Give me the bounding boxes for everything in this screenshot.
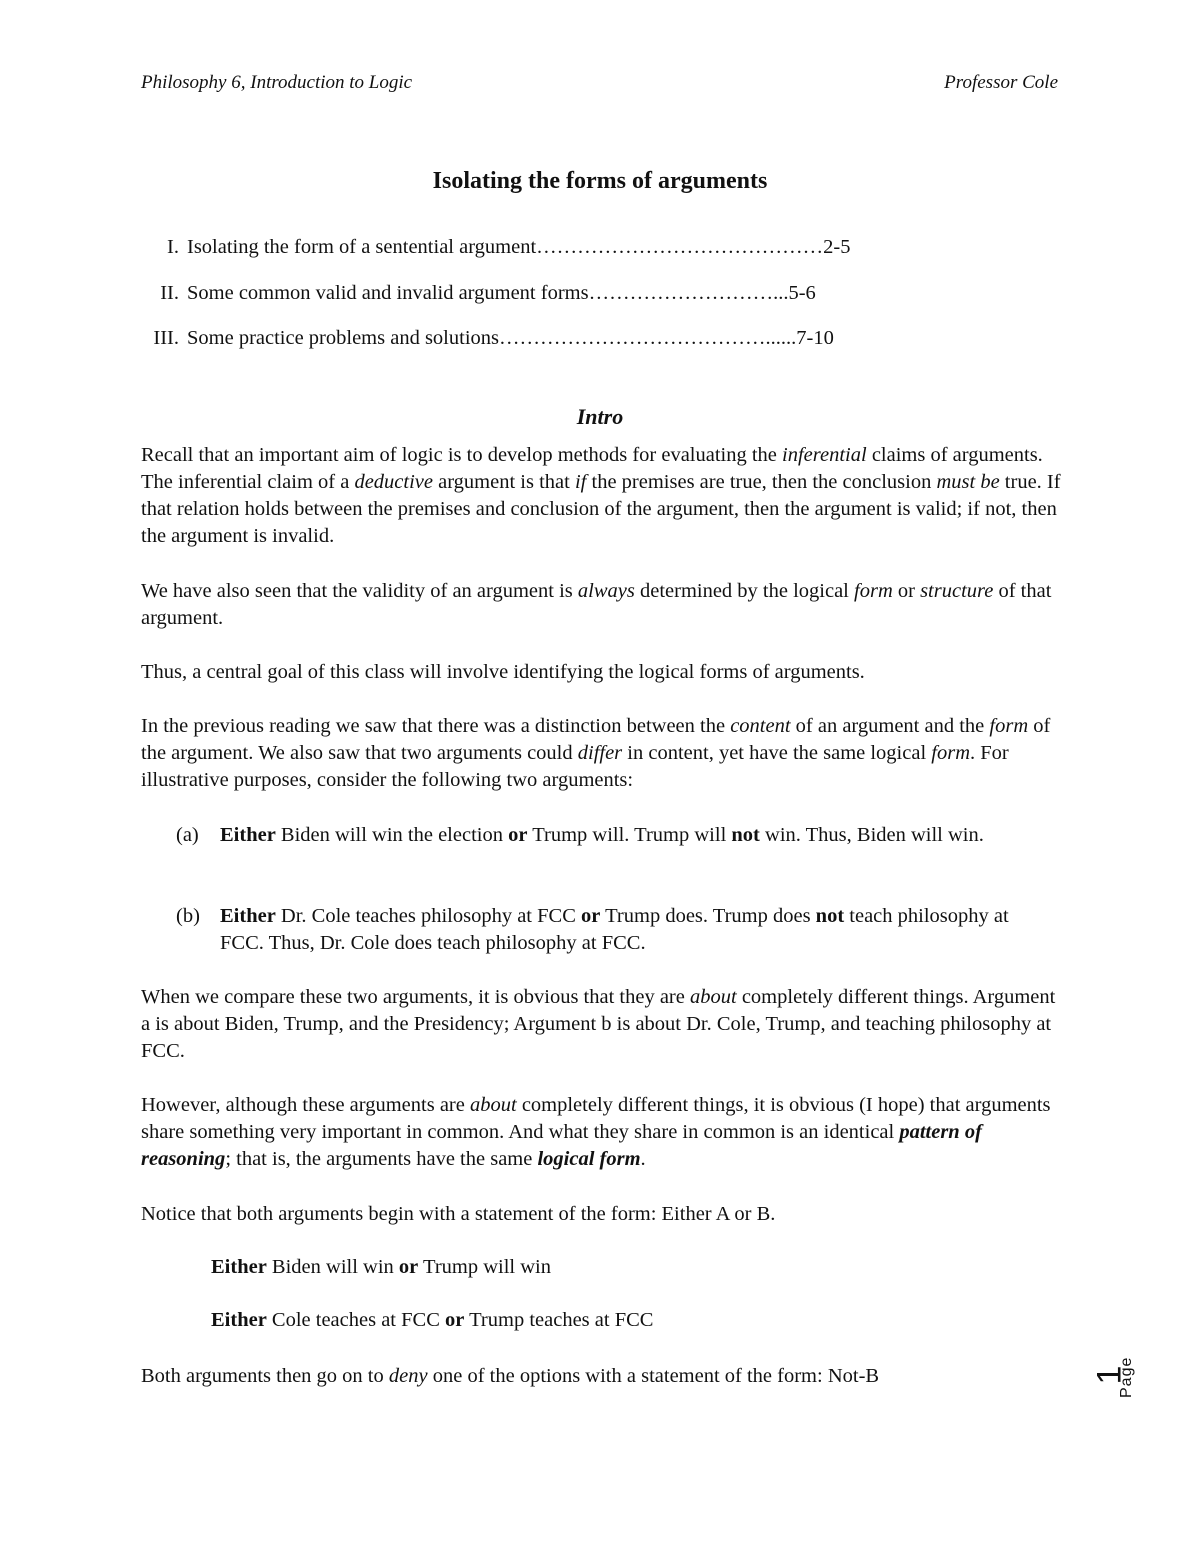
argument-text: Either Dr. Cole teaches philosophy at FCC or Trump does. Trump does not teach philosophy at FCC. Thus, Dr. Cole does teach philosophy at FCC. xyxy=(220,905,1009,954)
page-number-marker xyxy=(1090,1340,1144,1410)
toc-item-label: Isolating the form of a sentential argument……………………………………2-5 xyxy=(187,236,851,258)
example-either-or-1: Either Biden will win or Trump will win xyxy=(211,1256,551,1278)
argument-label: (b) xyxy=(176,905,200,927)
paragraph-7: Notice that both arguments begin with a statement of the form: Either A or B. xyxy=(141,1203,776,1225)
toc-item-number: III. xyxy=(153,327,179,349)
argument-text: Either Biden will win the election or Trump will. Trump will not win. Thus, Biden will win. xyxy=(220,824,984,846)
paragraph-4: In the previous reading we saw that there was a distinction between the content of an argument and the form of the argument. We also saw that two arguments could differ in content, yet have the same logical form. For illustrative purposes, consider the following two arguments: xyxy=(141,715,1051,791)
toc-item-1 xyxy=(141,236,921,259)
argument-label: (a) xyxy=(176,824,199,846)
paragraph-5: When we compare these two arguments, it is obvious that they are about completely different things. Argument a is about Biden, Trump, and the Presidency; Argument b is about Dr. Cole, Trump, and teaching philosophy at FCC. xyxy=(141,986,1056,1062)
paragraph-2: We have also seen that the validity of an argument is always determined by the logical form or structure of that argument. xyxy=(141,580,1052,629)
toc-item-3 xyxy=(141,327,921,350)
paragraph-8: Both arguments then go on to deny one of the options with a statement of the form: Not-B xyxy=(141,1365,880,1387)
header-professor: Professor Cole xyxy=(944,72,1058,93)
toc-item-2 xyxy=(141,282,921,305)
intro-heading: Intro xyxy=(576,404,624,429)
toc-item-number: II. xyxy=(160,282,179,304)
example-either-or-2: Either Cole teaches at FCC or Trump teaches at FCC xyxy=(211,1309,654,1331)
argument-b xyxy=(176,903,1026,957)
argument-a xyxy=(176,822,1036,849)
document-title: Isolating the forms of arguments xyxy=(432,168,768,194)
toc-item-label: Some practice problems and solutions…………………………………......7-10 xyxy=(187,327,834,349)
paragraph-1: Recall that an important aim of logic is to develop methods for evaluating the inferential claims of arguments. The inferential claim of a deductive argument is that if the premises are true, then the conclusion must be true. If that relation holds between the premises and conclusion of the argument, then the argument is valid; if not, then the argument is invalid. xyxy=(141,444,1061,547)
page-label: Page xyxy=(1118,1356,1135,1398)
page-number: 1 xyxy=(1090,1365,1129,1385)
toc-item-number: I. xyxy=(167,236,179,258)
paragraph-6: However, although these arguments are about completely different things, it is obvious (I hope) that arguments share something very important in common. And what they share in common is an identical pattern of reasoning; that is, the arguments have the same logical form. xyxy=(141,1094,1051,1170)
paragraph-3: Thus, a central goal of this class will involve identifying the logical forms of arguments. xyxy=(141,661,865,683)
toc-item-label: Some common valid and invalid argument forms………………………...5-6 xyxy=(187,282,816,304)
header-course: Philosophy 6, Introduction to Logic xyxy=(141,72,413,93)
